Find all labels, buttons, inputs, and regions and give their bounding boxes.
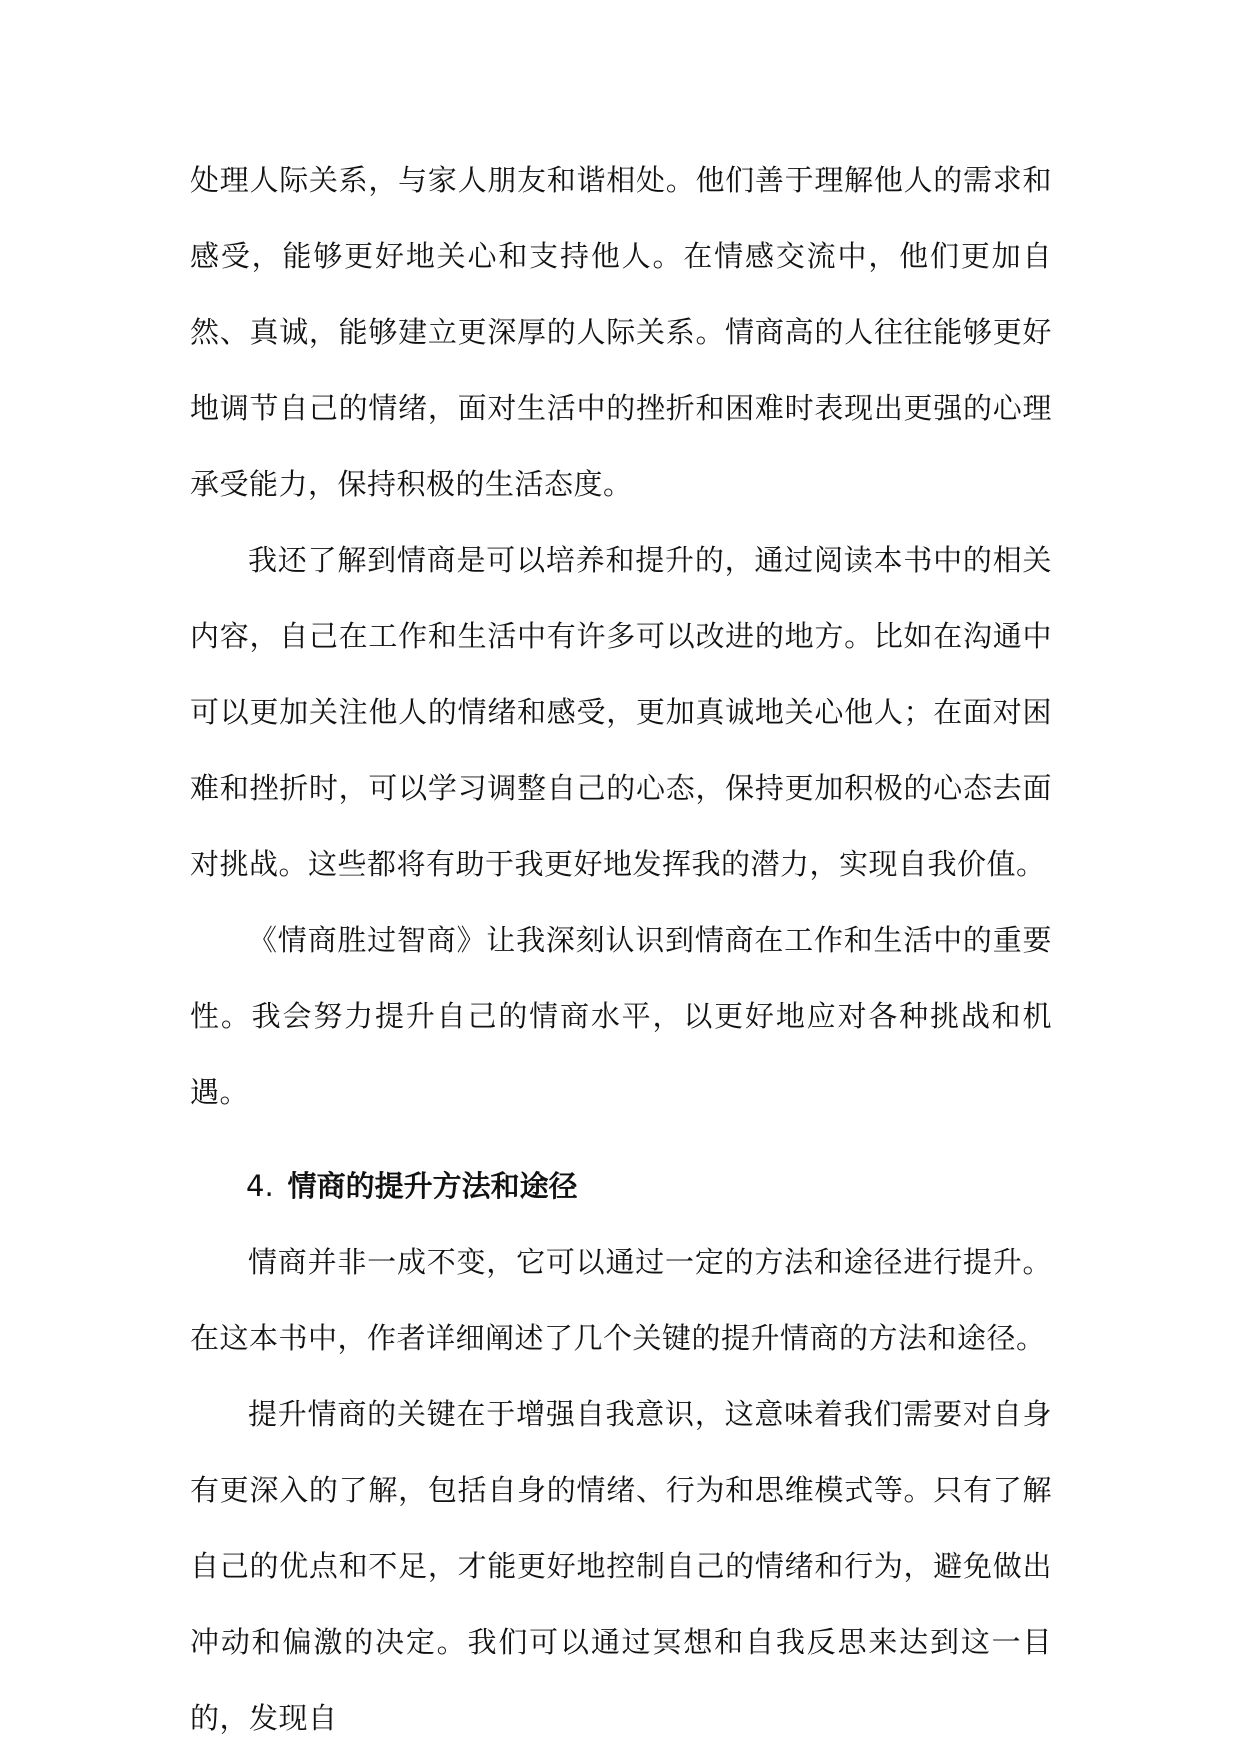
paragraph-interpersonal: 处理人际关系，与家人朋友和谐相处。他们善于理解他人的需求和感受，能够更好地关心和支持他人。在情感交流中，他们更加自然、真诚，能够建立更深厚的人际关系。情商高的人往往能够更好地调节自己的情绪，面对生活中的挫折和困难时表现出更强的心理承受能力，保持积极的生活态度。 — [190, 163, 1052, 501]
section-heading — [190, 1148, 1052, 1224]
paragraph-methods-intro: 情商并非一成不变，它可以通过一定的方法和途径进行提升。在这本书中，作者详细阐述了几个关键的提升情商的方法和途径。 — [190, 1245, 1052, 1355]
section-title: 情商的提升方法和途径 — [287, 1169, 578, 1203]
document-body — [190, 142, 1052, 1756]
paragraph-book-summary: 《情商胜过智商》让我深刻认识到情商在工作和生活中的重要性。我会努力提升自己的情商水平，以更好地应对各种挑战和机遇。 — [190, 923, 1052, 1109]
paragraph-improvement: 我还了解到情商是可以培养和提升的，通过阅读本书中的相关内容，自己在工作和生活中有许多可以改进的地方。比如在沟通中可以更加关注他人的情绪和感受，更加真诚地关心他人；在面对困难和挫折时，可以学习调整自己的心态，保持更加积极的心态去面对挑战。这些都将有助于我更好地发挥我的潜力，实现自我价值。 — [190, 543, 1052, 881]
section-number: 4. — [246, 1169, 274, 1203]
paragraph-self-awareness: 提升情商的关键在于增强自我意识，这意味着我们需要对自身有更深入的了解，包括自身的情绪、行为和思维模式等。只有了解自己的优点和不足，才能更好地控制自己的情绪和行为，避免做出冲动和偏激的决定。我们可以通过冥想和自我反思来达到这一目的，发现自 — [190, 1397, 1052, 1735]
